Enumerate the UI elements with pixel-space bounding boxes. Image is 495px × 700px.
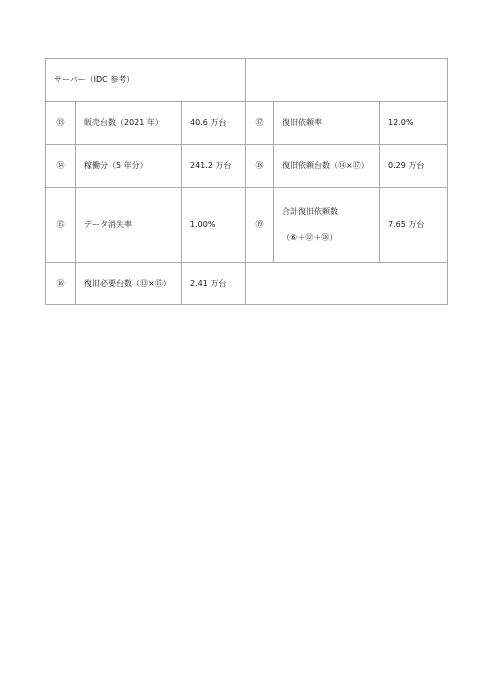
item-label: 稼働分（5 年分） <box>76 145 182 188</box>
item-number: ⑰ <box>246 102 274 145</box>
item-number: ⑲ <box>246 188 274 263</box>
item-label: データ消失率 <box>76 188 182 263</box>
item-label: 復旧必要台数（⑬×⑮） <box>76 263 182 305</box>
item-label-multiline <box>274 188 380 263</box>
item-label: 復旧依頼台数（⑭×⑰） <box>274 145 380 188</box>
item-value: 40.6 万台 <box>182 102 246 145</box>
server-recovery-table <box>45 58 448 305</box>
item-value: 2.41 万台 <box>182 263 246 305</box>
item-value: 0.29 万台 <box>380 145 448 188</box>
item-number: ⑬ <box>46 102 76 145</box>
table-header-cell: サーバー（IDC 参考） <box>46 59 246 102</box>
item-value: 12.0% <box>380 102 448 145</box>
item-label-line: （⑥＋⑫＋⑱） <box>282 233 338 242</box>
item-number: ⑮ <box>46 188 76 263</box>
item-label: 復旧依頼率 <box>274 102 380 145</box>
item-value: 7.65 万台 <box>380 188 448 263</box>
empty-cell <box>246 263 448 305</box>
table-row <box>46 263 448 305</box>
item-label-line: 合計復旧依頼数 <box>282 207 339 217</box>
item-number: ⑭ <box>46 145 76 188</box>
item-value: 241.2 万台 <box>182 145 246 188</box>
table-row <box>46 145 448 188</box>
empty-header-cell <box>246 59 448 102</box>
table-header-row <box>46 59 448 102</box>
table-row <box>46 188 448 263</box>
item-number: ⑯ <box>46 263 76 305</box>
item-number: ⑱ <box>246 145 274 188</box>
item-label: 販売台数（2021 年） <box>76 102 182 145</box>
table-row <box>46 102 448 145</box>
item-value: 1.00% <box>182 188 246 263</box>
